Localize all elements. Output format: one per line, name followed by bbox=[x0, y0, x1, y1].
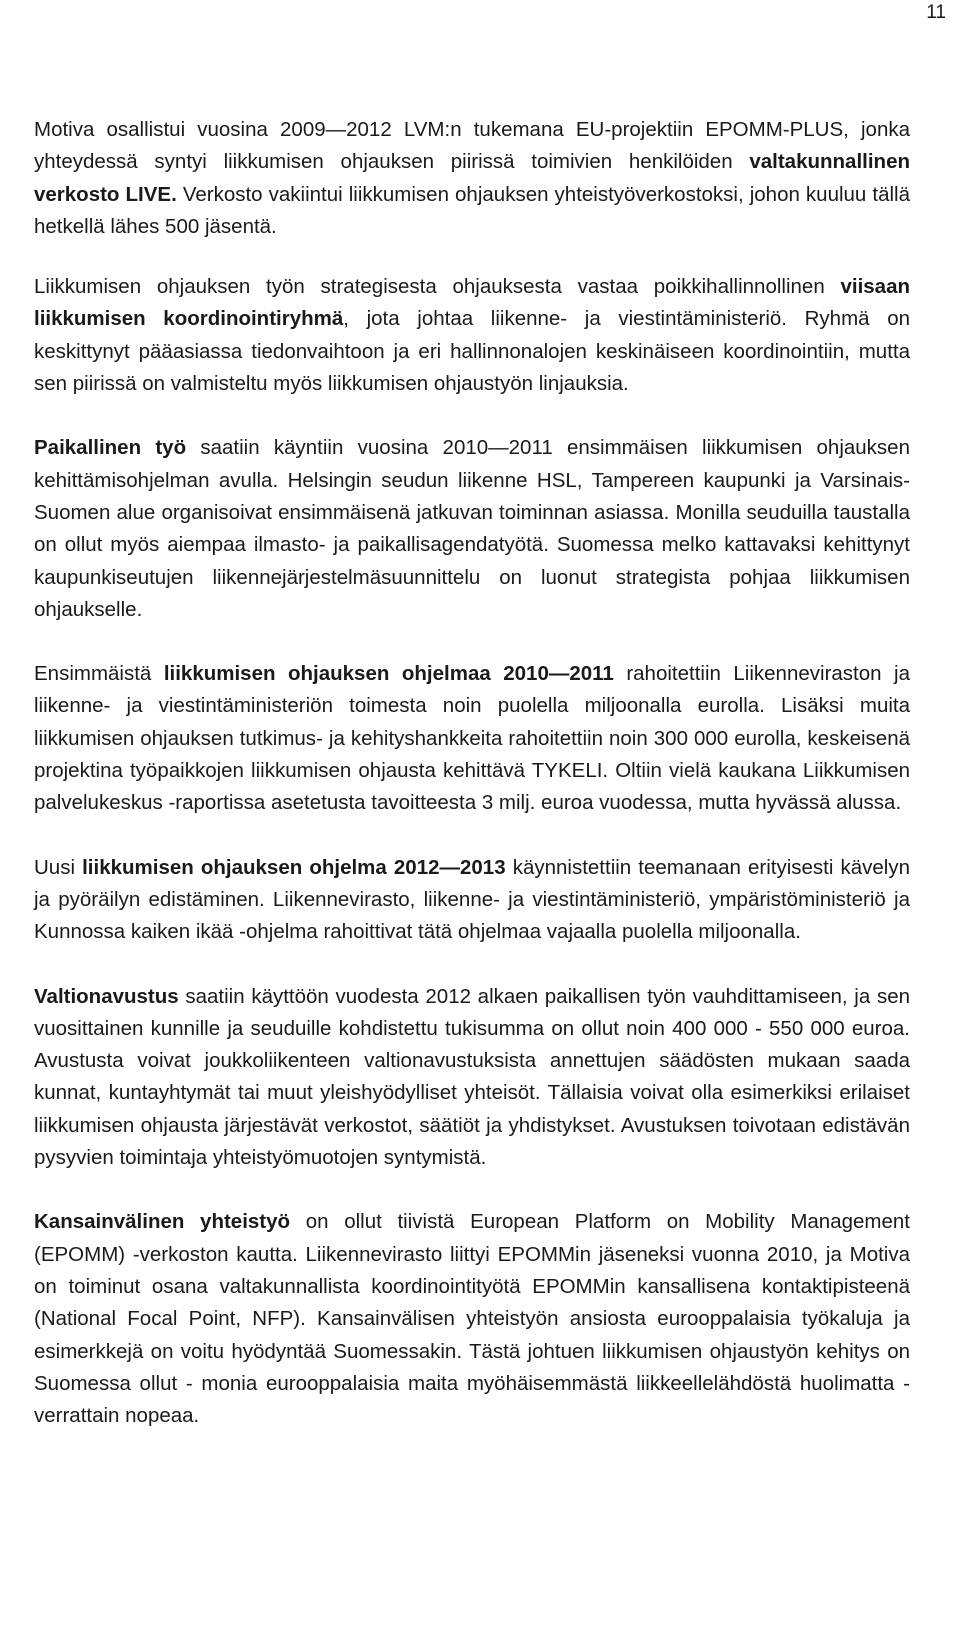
text-run: , jota johtaa liikenne- ja viestintäministeriö. Ryhmä on keskittynyt pääasiassa tiedonvaihtoon ja eri hallinnonalojen keskinäiseen koordinointiin, mutta sen piirissä on valmisteltu myös liikkumisen ohjaustyön linjauksia. bbox=[34, 307, 911, 396]
paragraph-local-work bbox=[34, 432, 910, 626]
text-run: on ollut tiivistä European Platform on Mobility Management (EPOMM) -verkoston kautta. Liikennevirasto liittyi EPOMMin jäseneksi vuonna 2010, ja Motiva on toiminut osana valtakunnallista koordinointityötä EPOMMin kansallisena kontaktipisteenä (National Focal Point, NFP). Kansainvälisen yhteistyön ansiosta eurooppalaisia työkaluja ja esimerkkejä on voitu hyödyntää Suomessakin. Tästä johtuen liikkumisen ohjaustyön kehitys on Suomessa ollut - monia eurooppalaisia maita myöhäisemmästä liikkeellelähdöstä huolimatta - verrattain nopeaa. bbox=[34, 1210, 910, 1428]
bold-term: Kansainvälinen yhteistyö bbox=[34, 1210, 291, 1234]
bold-term: liikkumisen ohjauksen ohjelmaa 2010—2011 bbox=[163, 662, 614, 686]
text-run: Motiva osallistui vuosina 2009—2012 LVM:n tukemana EU-projektiin EPOMM-PLUS, jonka yhteydessä syntyi liikkumisen ohjauksen piirissä toimivien henkilöiden bbox=[34, 118, 910, 174]
document-body bbox=[34, 114, 910, 1464]
paragraph-live-network bbox=[34, 114, 910, 243]
paragraph-new-programme bbox=[34, 852, 910, 949]
bold-term: Paikallinen työ bbox=[34, 436, 187, 460]
text-run: saatiin käyttöön vuodesta 2012 alkaen paikallisen työn vauhdittamiseen, ja sen vuosittainen kunnille ja seuduille kohdistettu tukisumma on ollut noin 400 000 - 550 000 euroa. Avustusta voivat joukkoliikenteen valtionavustuksista annettujen säädösten mukaan saada kunnat, kuntayhtymät tai muut yleishyödylliset yhteisöt. Tällaisia voivat olla esimerkiksi erilaiset liikkumisen ohjausta järjestävät verkostot, säätiöt ja yhdistykset. Avustuksen toivotaan edistävän pysyvien toimintaja yhteistyömuotojen syntymistä. bbox=[34, 984, 910, 1170]
paragraph-international-cooperation bbox=[34, 1206, 910, 1432]
text-run: saatiin käyntiin vuosina 2010—2011 ensimmäisen liikkumisen ohjauksen kehittämisohjelman avulla. Helsingin seudun liikenne HSL, Tampereen kaupunki ja Varsinais-Suomen alue organisoivat ensimmäisenä jatkuvan toiminnan asiassa. Monilla seuduilla taustalla on ollut myös aiempaa ilmasto- ja paikallisagendatyötä. Suomessa melko kattavaksi kehittynyt kaupunkiseutujen liikennejärjestelmäsuunnittelu on luonut strategista pohjaa liikkumisen ohjaukselle. bbox=[34, 436, 910, 621]
paragraph-state-aid bbox=[34, 981, 910, 1175]
text-run: käynnistettiin teemanaan erityisesti kävelyn ja pyöräilyn edistäminen. Liikennevirasto, liikenne- ja viestintäministeriö, ympäristöministeriö ja Kunnossa kaiken ikää -ohjelma rahoittivat tätä ohjelmaa vajaalla puolella miljoonalla. bbox=[34, 855, 910, 944]
bold-term: liikkumisen ohjauksen ohjelma 2012—2013 bbox=[82, 855, 506, 879]
bold-term: viisaan liikkumisen koordinointiryhmä bbox=[34, 275, 910, 331]
paragraph-first-programme bbox=[34, 658, 910, 819]
text-run: Ensimmäistä bbox=[34, 662, 164, 686]
text-run: Liikkumisen ohjauksen työn strategisesta ohjauksesta vastaa poikkihallinnollinen bbox=[34, 275, 841, 299]
page-number: 11 bbox=[926, 2, 946, 23]
paragraph-coordination-group bbox=[34, 271, 910, 400]
bold-term: Valtionavustus bbox=[34, 984, 179, 1008]
text-run: Verkosto vakiintui liikkumisen ohjauksen yhteistyöverkostoksi, johon kuuluu tällä hetkellä lähes 500 jäsentä. bbox=[34, 182, 910, 238]
text-run: Uusi bbox=[34, 855, 83, 879]
text-run: rahoitettiin Liikenneviraston ja liikenne- ja viestintäministeriön toimesta noin puolella miljoonalla eurolla. Lisäksi muita liikkumisen ohjauksen tutkimus- ja kehityshankkeita rahoitettiin noin 300 000 eurolla, keskeisenä projektina työpaikkojen liikkumisen ohjausta kehittävä TYKELI. Oltiin vielä kaukana Liikkumisen palvelukeskus -raportissa asetetusta tavoitteesta 3 milj. euroa vuodessa, mutta hyvässä alussa. bbox=[34, 662, 910, 815]
bold-term: valtakunnallinen verkosto LIVE. bbox=[34, 150, 910, 206]
